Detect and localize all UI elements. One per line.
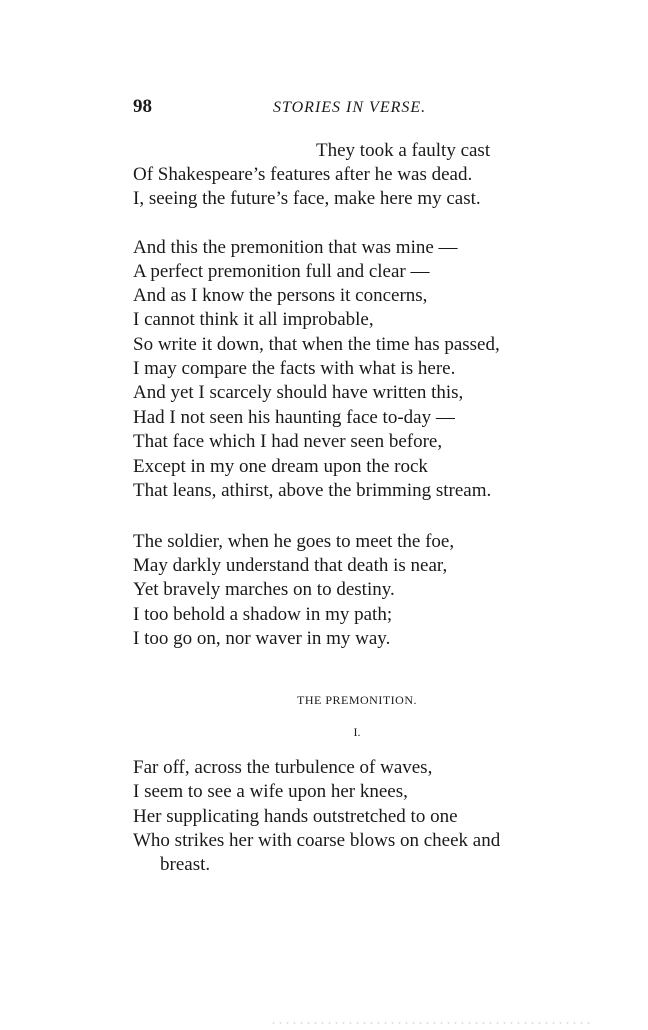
poem-line: The soldier, when he goes to meet the foe, (133, 531, 455, 552)
poem-line: Had I not seen his haunting face to-day — (133, 407, 455, 428)
poem-line: And yet I scarcely should have written this, (133, 382, 464, 403)
poem-line: Except in my one dream upon the rock (133, 456, 428, 477)
poem-line: And this the premonition that was mine — (133, 237, 458, 258)
poem-line: They took a faulty cast (316, 140, 491, 161)
section-title: THE PREMONITION. (297, 693, 417, 707)
page-number: 98 (133, 96, 152, 117)
poem-line: I seem to see a wife upon her knees, (133, 781, 408, 802)
poem-line: That face which I had never seen before, (133, 431, 443, 452)
section-number: I. (353, 725, 361, 739)
poem-line: I too go on, nor waver in my way. (133, 628, 391, 649)
poem-line: I too behold a shadow in my path; (133, 604, 393, 625)
poem-line: So write it down, that when the time has passed, (133, 334, 500, 355)
poem-line: Yet bravely marches on to destiny. (133, 579, 395, 600)
poem-line: Her supplicating hands outstretched to one (133, 806, 458, 827)
poem-line: Far off, across the turbulence of waves, (133, 757, 433, 778)
running-title: STORIES IN VERSE. (273, 99, 427, 116)
poem-line: I cannot think it all improbable, (133, 309, 374, 330)
poem-line: Of Shakespeare’s features after he was dead. (133, 164, 473, 185)
poem-line: breast. (160, 854, 211, 875)
poem-line: I, seeing the future’s face, make here my cast. (133, 188, 481, 209)
poem-line: I may compare the facts with what is here. (133, 358, 456, 379)
page-header (133, 96, 573, 122)
poem-line: That leans, athirst, above the brimming stream. (133, 480, 492, 501)
poem-line: And as I know the persons it concerns, (133, 285, 428, 306)
scan-artifact-dots (270, 1021, 590, 1025)
poem-line: May darkly understand that death is near, (133, 555, 448, 576)
poem-line: Who strikes her with coarse blows on cheek and (133, 830, 501, 851)
poem-line: A perfect premonition full and clear — (133, 261, 430, 282)
